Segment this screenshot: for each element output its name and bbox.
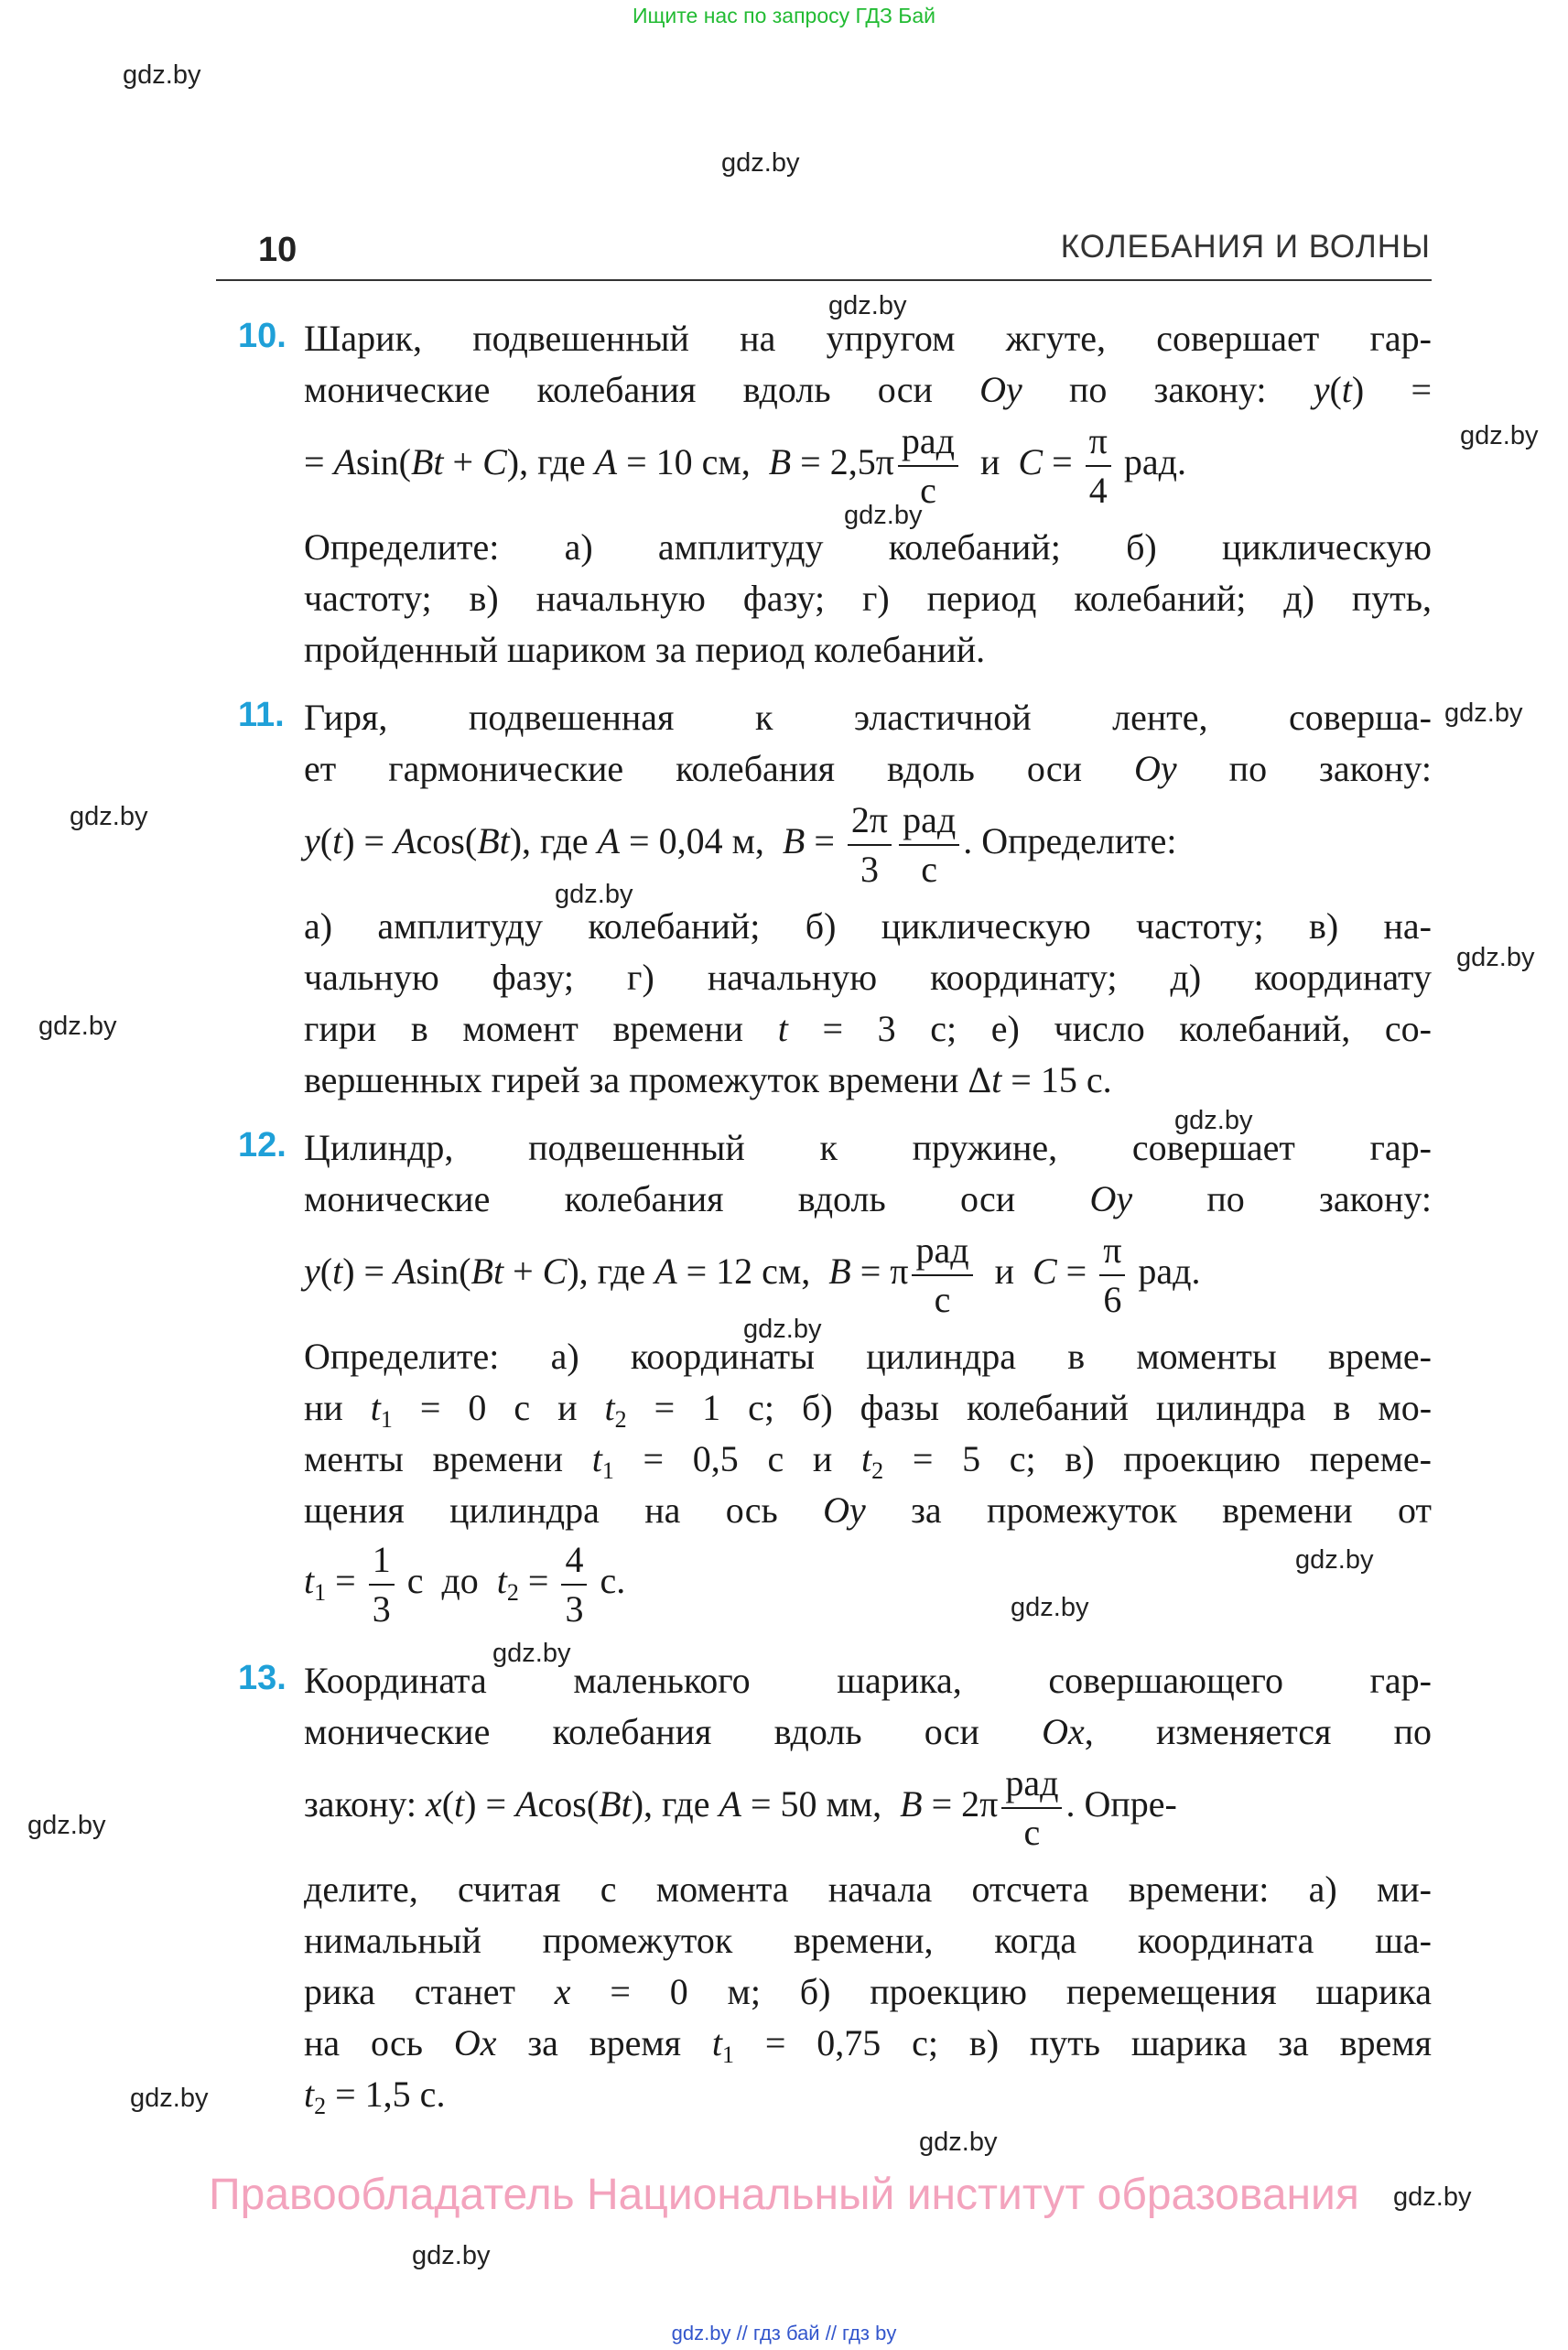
problem-text: монические колебания вдоль оси Oy по закону: <box>304 1178 1432 1219</box>
problem-text: = Asin(Bt + C), где A = 10 см, B = 2,5π $\frac{\text{рад}}{с}$ и C = $\frac{\pi}{4}$ рад. <box>304 420 1186 511</box>
problem-text: закону: x(t) = Acos(Bt), где A = 50 мм, B = 2π $\frac{\text{рад}}{с}$ . Опре- <box>304 1762 1177 1853</box>
section-title: КОЛЕБАНИЯ И ВОЛНЫ <box>1060 229 1431 265</box>
problem-text: ни $t_1 = 0$ с и $t_2 = 1$ с; б) фазы колебаний цилиндра в мо- <box>304 1387 1433 1433</box>
problem-number: 12. <box>238 1126 287 1164</box>
problem-text: $t_1$ = $\frac{1}{3}$ с до $t_2$ = $\frac{4}{3}$ с. <box>304 1539 626 1630</box>
page-number: 10 <box>258 231 297 269</box>
watermark: gdz.by <box>492 1639 571 1668</box>
problem-number: 10. <box>238 317 287 355</box>
header-rule <box>216 279 1432 281</box>
watermark: gdz.by <box>919 2128 998 2157</box>
watermark: gdz.by <box>70 802 148 831</box>
problem-text: $t_2 = 1,5$ с. <box>304 2074 446 2119</box>
problem-text: Гиря, подвешенная к эластичной ленте, соверша- <box>304 697 1432 738</box>
problem-text: монические колебания вдоль оси Oy по закону: y(t) = <box>304 369 1432 410</box>
watermark: gdz.by <box>828 291 907 320</box>
problem-text: а) амплитуду колебаний; б) циклическую частоту; в) на- <box>304 905 1432 947</box>
problem-text: Координата маленького шарика, совершающего гар- <box>304 1660 1432 1701</box>
problem-text: y(t) = Acos(Bt), где A = 0,04 м, B = $\frac{2\pi}{3}$ $\frac{\text{рад}}{с}$ . Определите: <box>304 799 1177 890</box>
watermark: gdz.by <box>412 2241 491 2270</box>
watermark: gdz.by <box>1174 1106 1253 1135</box>
problem-text: рика станет x = 0 м; б) проекцию перемещения шарика <box>304 1971 1432 2012</box>
problem-number: 13. <box>238 1659 287 1697</box>
watermark: gdz.by <box>743 1315 822 1344</box>
watermark: gdz.by <box>721 148 800 178</box>
copyright-notice: Правообладатель Национальный институт образования <box>209 2171 1359 2219</box>
problem-text: нимальный промежуток времени, когда координата ша- <box>304 1920 1432 1961</box>
watermark: gdz.by <box>1393 2182 1472 2212</box>
top-banner: Ищите нас по запросу ГДЗ Бай <box>632 4 936 27</box>
problem-text: пройденный шариком за период колебаний. <box>304 629 986 670</box>
problem-text: ет гармонические колебания вдоль оси Oy по закону: <box>304 748 1432 789</box>
footer-links[interactable]: gdz.by // гдз бай // гдз by <box>671 2322 897 2345</box>
watermark: gdz.by <box>555 880 633 909</box>
problem-text: монические колебания вдоль оси Ox, изменяется по <box>304 1711 1433 1752</box>
problem-text: делите, считая с момента начала отсчета времени: а) ми- <box>304 1868 1432 1910</box>
watermark: gdz.by <box>1460 421 1539 450</box>
watermark: gdz.by <box>38 1012 117 1041</box>
problem-text: Шарик, подвешенный на упругом жгуте, совершает гар- <box>304 318 1432 359</box>
problem-text: на ось Ox за время $t_1 = 0,75$ с; в) путь шарика за время <box>304 2022 1432 2068</box>
problem-text: Цилиндр, подвешенный к пружине, совершает гар- <box>304 1127 1432 1168</box>
problem-text: щения цилиндра на ось Oy за промежуток времени от <box>304 1489 1433 1531</box>
watermark: gdz.by <box>1444 699 1523 728</box>
watermark: gdz.by <box>1456 943 1535 972</box>
problem-text: вершенных гирей за промежуток времени Δt = 15 с. <box>304 1059 1112 1100</box>
problem-text: гири в момент времени t = 3 с; е) число колебаний, со- <box>304 1008 1432 1049</box>
watermark: gdz.by <box>27 1811 106 1840</box>
watermark: gdz.by <box>130 2084 209 2113</box>
watermark: gdz.by <box>844 501 923 530</box>
problem-text: y(t) = Asin(Bt + C), где A = 12 см, B = π $\frac{\text{рад}}{с}$ и C = $\frac{\pi}{6}$ рад. <box>304 1229 1201 1320</box>
problem-text: частоту; в) начальную фазу; г) период колебаний; д) путь, <box>304 578 1432 619</box>
problem-text: чальную фазу; г) начальную координату; д) координату <box>304 957 1432 998</box>
watermark: gdz.by <box>123 60 201 90</box>
watermark: gdz.by <box>1295 1545 1374 1575</box>
watermark: gdz.by <box>1011 1593 1089 1622</box>
problem-text: Определите: а) координаты цилиндра в моменты време- <box>304 1336 1432 1377</box>
problem-text: Определите: а) амплитуду колебаний; б) циклическую <box>304 526 1432 568</box>
problem-text: менты времени $t_1 = 0,5$ с и $t_2 = 5$ с; в) проекцию переме- <box>304 1438 1432 1484</box>
problem-number: 11. <box>238 696 285 734</box>
